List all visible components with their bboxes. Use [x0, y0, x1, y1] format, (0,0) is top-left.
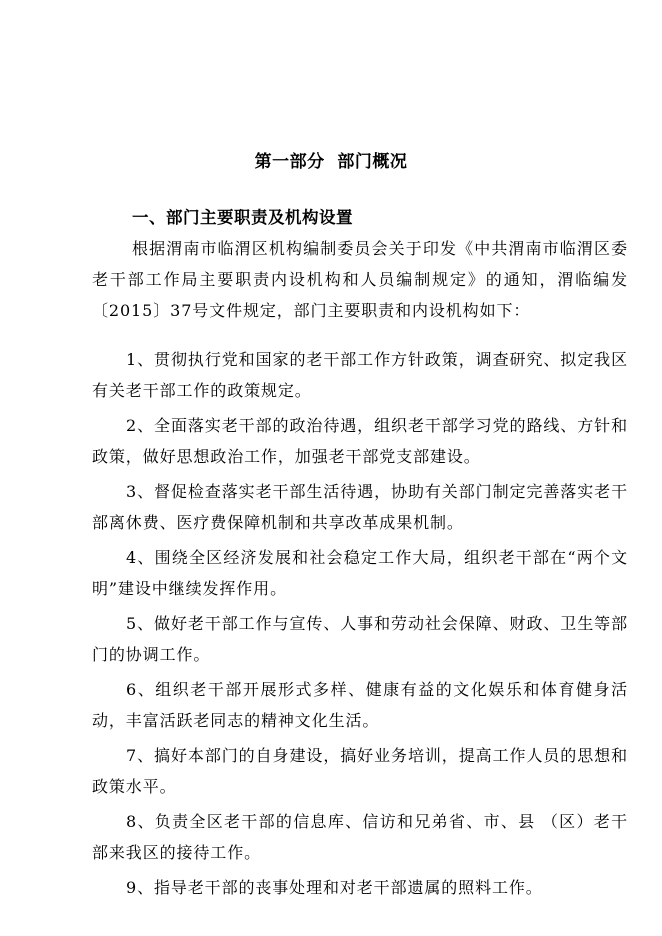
duty-item: 3、督促检查落实老干部生活待遇，协助有关部门制定完善落实老干部离休费、医疗费保障机制和共享改革成果机制。 [92, 482, 628, 532]
duty-item: 2、全面落实老干部的政治待遇，组织老干部学习党的路线、方针和政策，做好思想政治工作，加强老干部党支部建设。 [92, 416, 628, 466]
duty-item: 8、负责全区老干部的信息库、信访和兄弟省、市、县 （区）老干部来我区的接待工作。 [92, 812, 628, 862]
intro-paragraph: 根据渭南市临渭区机构编制委员会关于印发《中共渭南市临渭区委老干部工作局主要职责内设机构和人员编制规定》的通知，渭临编发〔2015〕37号文件规定，部门主要职责和内设机构如下： [92, 239, 628, 320]
duty-item: 9、指导老干部的丧事处理和对老干部遗属的照料工作。 [126, 878, 543, 897]
duty-item: 5、做好老干部工作与宣传、人事和劳动社会保障、财政、卫生等部门的协调工作。 [92, 614, 628, 664]
duty-item: 6、组织老干部开展形式多样、健康有益的文化娱乐和体育健身活动，丰富活跃老同志的精神文化生活。 [92, 680, 628, 730]
duty-item: 1、贯彻执行党和国家的老干部工作方针政策，调查研究、拟定我区有关老干部工作的政策规定。 [92, 350, 628, 400]
part-title: 第一部分 部门概况 [254, 152, 408, 172]
duties-list [92, 344, 628, 907]
section-heading: 一、部门主要职责及机构设置 [132, 208, 353, 227]
duty-item: 7、搞好本部门的自身建设，搞好业务培训，提高工作人员的思想和政策水平。 [92, 746, 628, 796]
duty-item: 4、围绕全区经济发展和社会稳定工作大局，组织老干部在“两个文明”建设中继续发挥作用。 [92, 548, 628, 598]
